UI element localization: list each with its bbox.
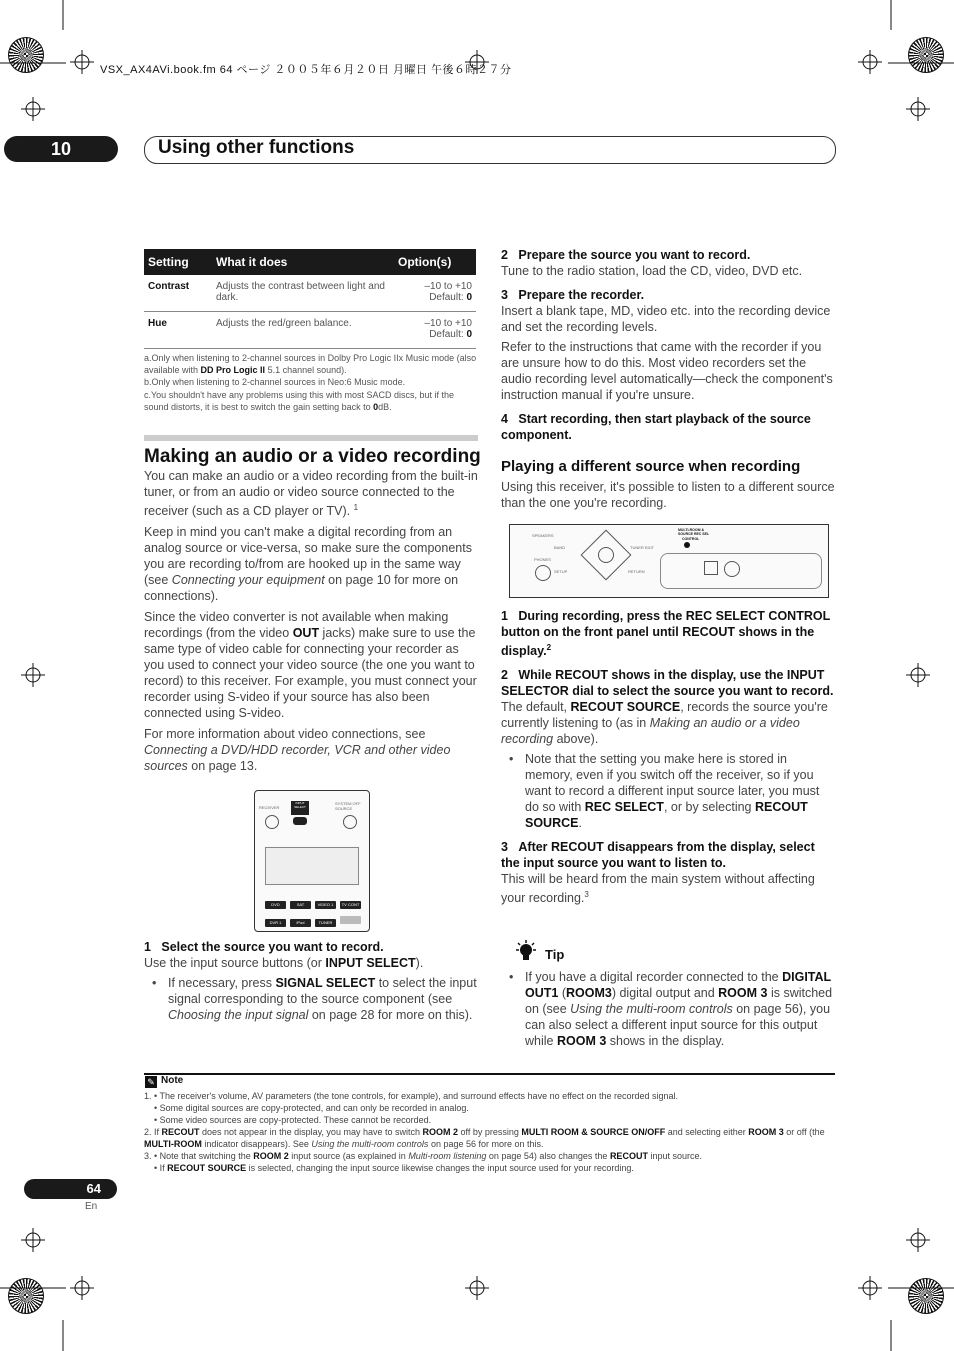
remote-button-row: DVD SAT VIDEO 1 TV CONT xyxy=(265,893,365,911)
receiver-power-icon xyxy=(265,815,279,829)
section-rule xyxy=(144,435,478,441)
tip-lightbulb-icon xyxy=(514,940,538,964)
remote-system-off-label: SYSTEM OFF SOURCE xyxy=(335,801,361,811)
system-off-icon xyxy=(343,815,357,829)
table-header: Setting xyxy=(144,249,212,275)
panel-label: RETURN xyxy=(628,569,645,574)
remote-display xyxy=(265,847,359,885)
optical-jack-icon xyxy=(704,561,718,575)
setting-desc: Adjusts the red/green balance. xyxy=(212,312,394,349)
phones-jack-icon xyxy=(535,565,551,581)
remote-receiver-label: RECEIVER xyxy=(259,805,280,810)
rec-select-control-button xyxy=(684,542,690,548)
remote-control-illustration xyxy=(254,790,370,932)
table-footnotes: a.Only when listening to 2-channel sources in Dolby Pro Logic IIx Music mode (also available with DD Pro Logic II 5.1 channel sound). b.Only when listening to 2-channel sources in Neo:6 Music mode. c.You shouldn't have any problems using this with most SACD discs, but if the sound distorts, it is best to switch the gain setting back to 0dB. xyxy=(144,353,477,412)
right-column-top: 2 Prepare the source you want to record. Tune to the radio station, load the CD, video, DVD etc. 3 Prepare the recorder. Insert a blank tape, MD, video etc. into the recording device and set the recording levels. Refer to the instructions that came with the recorder if you are unsure how to do this. Most video recorders set the audio recording level automatically—check the component's instruction manual if you're unsure. 4 Start recording, then start playback of the source component. xyxy=(501,248,833,442)
table-header: Option(s) xyxy=(394,249,476,275)
language-code: En xyxy=(85,1201,98,1212)
setting-desc: Adjusts the contrast between light and dark. xyxy=(212,275,394,312)
left-steps: 1 Select the source you want to record. Use the input source buttons (or INPUT SELECT). • If necessary, press SIGNAL SELECT to select the input signal corresponding to the source component (see Choosing the input signal on page 28 for more on this). xyxy=(144,939,478,1023)
panel-label: SPEAKERS xyxy=(532,533,554,538)
right-column-steps: 1 During recording, press the REC SELECT CONTROL button on the front panel until RECOUT shows in the display.$^2$ 2 While RECOUT shows in the display, use the INPUT SELECTOR dial to select the source you want to record. The default, RECOUT SOURCE, records the source you're currently listening to (as in Making an audio or a video recording above). • Note that the setting you make here is stored in memory, even if you switch off the receiver, so if you want to record a different input source later, you must do so with REC SELECT, or by selecting RECOUT SOURCE. 3 After RECOUT disappears from the display, select the input source you want to listen to. This will be heard from the main system without affecting your recording.$^3$ xyxy=(501,608,835,906)
subsection-heading: Playing a different source when recording xyxy=(501,458,801,475)
panel-label: SETUP xyxy=(554,569,568,574)
enter-button-icon xyxy=(598,547,614,563)
note-pencil-icon: ✎ xyxy=(145,1076,157,1088)
note-heading: Note xyxy=(161,1075,184,1086)
table-row xyxy=(144,275,476,312)
tip-heading: Tip xyxy=(545,947,565,962)
chapter-number: 10 xyxy=(4,136,118,162)
front-panel-illustration xyxy=(509,524,829,598)
tip-text: • If you have a digital recorder connected to the DIGITAL OUT1 (ROOM3) digital output and ROOM 3 is switched on (see Using the multi-room controls on page 56), you can also select a different input source for this output while ROOM 3 shows in the display. xyxy=(501,969,835,1049)
source-power-icon xyxy=(293,817,307,825)
subsection-intro: Using this receiver, it's possible to listen to a different source than the one you're recording. xyxy=(501,480,835,510)
setting-name: Contrast xyxy=(144,275,212,312)
panel-label: MULTI-ROOM & SOURCE REC SEL xyxy=(678,528,710,536)
input-jack-panel xyxy=(660,553,822,589)
table-row xyxy=(144,312,476,349)
setting-name: Hue xyxy=(144,312,212,349)
remote-button-row: DVR 1 iPod TUNER xyxy=(265,911,365,929)
panel-label: PHONES xyxy=(534,557,551,562)
left-column-text: You can make an audio or a video recording from the built-in tuner, or from an audio or video source connected to the receiver (such as a CD player or TV). $^1$ Keep in mind you can't make a digital recording from an analog source or vice-versa, so make sure the components you are recording to/from are hooked up in the same way (see Connecting your equipment on page 10 for more on connections). Since the video converter is not available when making recordings (from the video OUT jacks) make sure to use the same type of video cable for connecting your recorder as you used to connect your video source (the one you want to record) to this receiver. For example, you must connect your recorder using S-video if your source has also been connected using S-video. For more information about video connections, see Connecting a DVD/HDD recorder, VCR and other video sources on page 13. xyxy=(144,469,478,774)
page-number: 64 xyxy=(24,1179,117,1199)
panel-label: TUNER EDIT xyxy=(630,545,654,550)
remote-input-select-button: INPUT SELECT xyxy=(291,801,309,815)
file-info-header: VSX_AX4AVi.book.fm 64 ページ ２００５年６月２０日 月曜日 午後６時２７分 xyxy=(100,64,512,76)
panel-label: CONTROL xyxy=(682,537,700,541)
setting-options: –10 to +10 Default: 0 xyxy=(394,312,476,349)
panel-label: BAND xyxy=(554,545,566,550)
note-rule xyxy=(144,1073,835,1075)
svideo-jack-icon xyxy=(724,561,740,577)
notes-text: 1. • The receiver's volume, AV parameters (the tone controls, for example), and surround effects have no effect on the recorded signal. • Some digital sources are copy-protected, and can only be recorded in analog. • Some video sources are copy-protected. These cannot be recorded. 2. If RECOUT does not appear in the display, you may have to switch ROOM 2 off by pressing MULTI ROOM & SOURCE ON/OFF and selecting either ROOM 3 or off (the MULTI-ROOM indicator disappears). See Using the multi-room controls on page 56 for more on this. 3. • Note that switching the ROOM 2 input source (as explained in Multi-room listening on page 54) also changes the RECOUT input source. • If RECOUT SOURCE is selected, changing the input source likewise changes the input source used for your recording. xyxy=(144,1091,825,1173)
chapter-title: Using other functions xyxy=(158,137,355,158)
table-header: What it does xyxy=(212,249,394,275)
settings-table xyxy=(144,249,476,349)
setting-options: –10 to +10 Default: 0 xyxy=(394,275,476,312)
section-heading: Making an audio or a video recording xyxy=(144,446,481,467)
